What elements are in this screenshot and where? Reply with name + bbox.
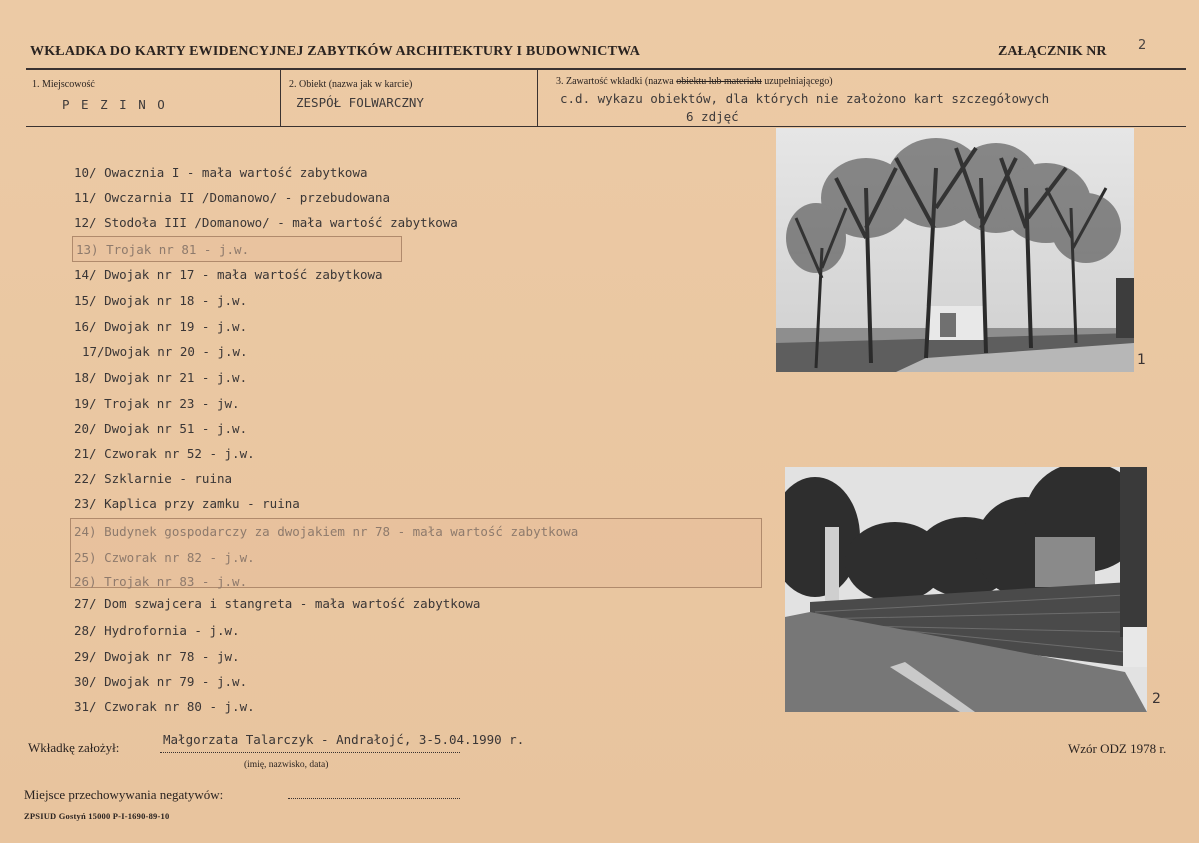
annex-number: 2 bbox=[1138, 38, 1147, 53]
photo-wall-image bbox=[785, 467, 1147, 712]
contents-label bbox=[556, 76, 833, 87]
annex-label: ZAŁĄCZNIK NR bbox=[998, 44, 1107, 59]
list-item: 31/ Czworak nr 80 - j.w. bbox=[74, 699, 255, 714]
list-item: 14/ Dwojak nr 17 - mała wartość zabytkowa bbox=[74, 267, 383, 282]
list-item: 16/ Dwojak nr 19 - j.w. bbox=[74, 319, 248, 334]
contents-label-struck: obiektu lub materiału bbox=[676, 76, 762, 87]
created-by-hint: (imię, nazwisko, data) bbox=[244, 760, 329, 770]
list-item: 23/ Kaplica przy zamku - ruina bbox=[74, 496, 300, 511]
negatives-label: Miejsce przechowywania negatywów: bbox=[24, 787, 224, 802]
list-item: 10/ Owacznia I - mała wartość zabytkowa bbox=[74, 165, 368, 180]
list-item: 26) Trojak nr 83 - j.w. bbox=[74, 574, 248, 589]
locality-label: 1. Miejscowość bbox=[32, 79, 95, 90]
list-item: 20/ Dwojak nr 51 - j.w. bbox=[74, 421, 248, 436]
object-label: 2. Obiekt (nazwa jak w karcie) bbox=[289, 79, 413, 90]
contents-label-start: 3. Zawartość wkładki (nazwa bbox=[556, 76, 677, 87]
list-item: 22/ Szklarnie - ruina bbox=[74, 471, 233, 486]
header-bottom-rule bbox=[26, 126, 1186, 127]
photo-trees-image bbox=[776, 128, 1134, 372]
printer-mark: ZPSIUD Gostyń 15000 P-I-1690-89-10 bbox=[24, 811, 170, 821]
negatives-line bbox=[288, 798, 460, 799]
list-item: 24) Budynek gospodarczy za dwojakiem nr 78 - mała wartość zabytkowa bbox=[74, 524, 579, 539]
list-item: 17/Dwojak nr 20 - j.w. bbox=[82, 344, 248, 359]
locality-value: P E Z I N O bbox=[62, 97, 167, 112]
photo-wall-road bbox=[785, 467, 1147, 712]
contents-value-line2: 6 zdjęć bbox=[686, 109, 739, 124]
field-divider-1 bbox=[280, 70, 281, 126]
photo-1-number: 1 bbox=[1137, 352, 1146, 368]
header-top-rule bbox=[26, 68, 1186, 70]
created-by-label: Wkładkę założył: bbox=[28, 740, 120, 755]
photo-2-number: 2 bbox=[1152, 691, 1161, 707]
card-title: WKŁADKA DO KARTY EWIDENCYJNEJ ZABYTKÓW ARCHITEKTURY I BUDOWNICTWA bbox=[30, 44, 641, 59]
created-by-value: Małgorzata Talarczyk - Andrałojć, 3-5.04.1990 r. bbox=[163, 732, 525, 747]
list-item: 29/ Dwojak nr 78 - jw. bbox=[74, 649, 240, 664]
list-item: 21/ Czworak nr 52 - j.w. bbox=[74, 446, 255, 461]
contents-label-end: uzupełniającego) bbox=[761, 76, 833, 87]
photo-trees bbox=[776, 128, 1134, 372]
list-item: 12/ Stodoła III /Domanowo/ - mała wartość zabytkowa bbox=[74, 215, 458, 230]
list-item: 11/ Owczarnia II /Domanowo/ - przebudowana bbox=[74, 190, 391, 205]
form-reference: Wzór ODZ 1978 r. bbox=[1068, 741, 1167, 756]
list-item: 28/ Hydrofornia - j.w. bbox=[74, 623, 240, 638]
created-by-line bbox=[160, 752, 460, 753]
object-value: ZESPÓŁ FOLWARCZNY bbox=[296, 95, 424, 110]
list-item: 27/ Dom szwajcera i stangreta - mała wartość zabytkowa bbox=[74, 596, 481, 611]
list-item: 30/ Dwojak nr 79 - j.w. bbox=[74, 674, 248, 689]
list-item: 25) Czworak nr 82 - j.w. bbox=[74, 550, 255, 565]
list-item: 18/ Dwojak nr 21 - j.w. bbox=[74, 370, 248, 385]
contents-value-line1: c.d. wykazu obiektów, dla których nie założono kart szczegółowych bbox=[560, 91, 1050, 106]
list-item: 13) Trojak nr 81 - j.w. bbox=[76, 242, 250, 257]
list-item: 19/ Trojak nr 23 - jw. bbox=[74, 396, 240, 411]
list-item: 15/ Dwojak nr 18 - j.w. bbox=[74, 293, 248, 308]
field-divider-2 bbox=[537, 70, 538, 126]
